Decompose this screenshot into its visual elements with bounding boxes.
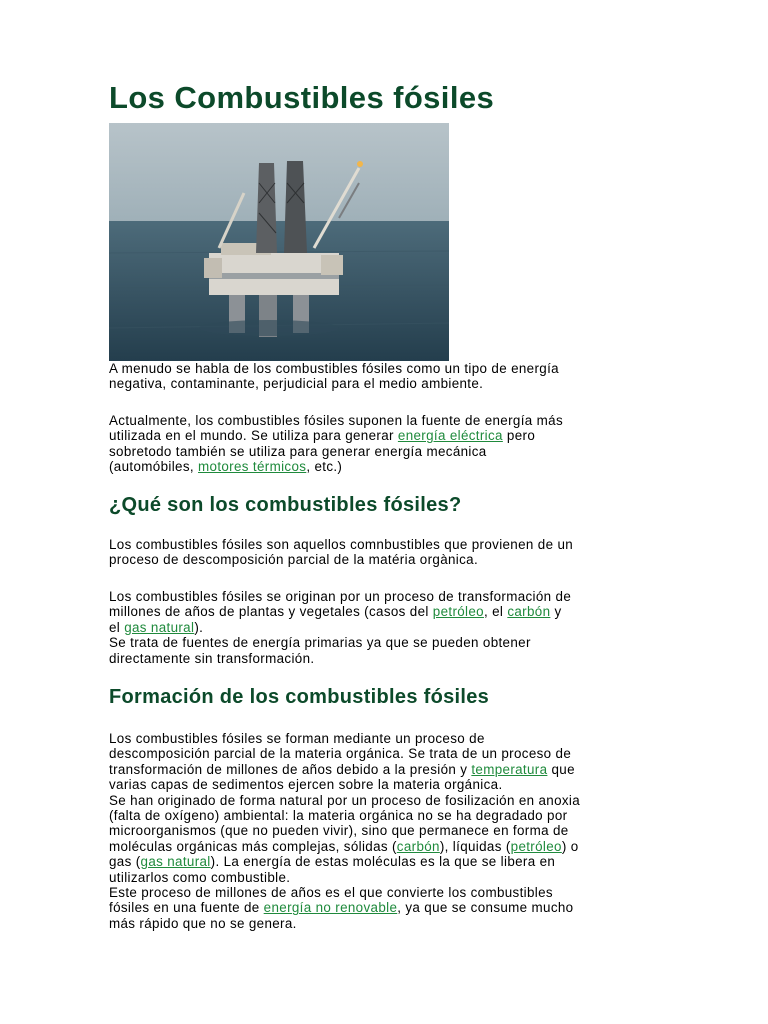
link-carbon[interactable]: carbón (507, 604, 551, 620)
definition-paragraph: Los combustibles fósiles son aquellos comnbustibles que provienen de un proceso de descomposición parcial de la matéria orgànica. (109, 537, 574, 568)
link-energia-no-renovable[interactable]: energía no renovable (263, 900, 398, 916)
formation-paragraph: Los combustibles fósiles se forman mediante un proceso de descomposición parcial de la materia orgánica. Se trata de un proceso de transformación de millones de años debido a la presión y temperatura que varias capas de sedimentos ejercen sobre la materia orgánica. Se han originado de forma natural por un proceso de fosilización en anoxia (falta de oxígeno) ambiental: la materia orgánica no se ha degradado por microorganismos (que no pueden vivir), sino que permanece en forma de moléculas orgánicas más complejas, sólidas (carbón), líquidas (petróleo) o gas (gas natural). La energía de estas moléculas es la que se libera en utilizarlos como combustible. Este proceso de millones de años es el que convierte los combustibles fósiles en una fuente de energía no renovable, ya que se consume mucho más rápido que no se genera. (109, 731, 581, 931)
link-temperatura[interactable]: temperatura (471, 761, 548, 777)
origin-paragraph: Los combustibles fósiles se originan por un proceso de transformación de millones de años de plantas y vegetales (casos del petróleo, el carbón y el gas natural). Se trata de fuentes de energía primarias ya que se pueden obtener directamente sin transformación. (109, 589, 572, 666)
page-title: Los Combustibles fósiles (109, 80, 495, 115)
link-energia-electrica[interactable]: energía eléctrica (397, 428, 503, 444)
section-heading-que-son: ¿Qué son los combustibles fósiles? (109, 494, 462, 516)
link-gas-natural[interactable]: gas natural (124, 619, 195, 635)
link-carbon-2[interactable]: carbón (396, 838, 440, 854)
section-heading-formacion: Formación de los combustibles fósiles (109, 686, 490, 708)
link-gas-natural-2[interactable]: gas natural (140, 854, 211, 870)
link-petroleo-2[interactable]: petróleo (510, 838, 562, 854)
link-petroleo[interactable]: petróleo (432, 604, 484, 620)
link-motores-termicos[interactable]: motores térmicos (198, 459, 307, 475)
oil-platform-photo (109, 123, 449, 361)
usage-paragraph: Actualmente, los combustibles fósiles suponen la fuente de energía más utilizada en el mundo. Se utiliza para generar energía eléctrica pero sobretodo también se utiliza para generar energía mecánica (automóbiles, motores térmicos, etc.) (109, 413, 563, 475)
intro-paragraph: A menudo se habla de los combustibles fósiles como un tipo de energía negativa, contaminante, perjudicial para el medio ambiente. (109, 361, 559, 392)
